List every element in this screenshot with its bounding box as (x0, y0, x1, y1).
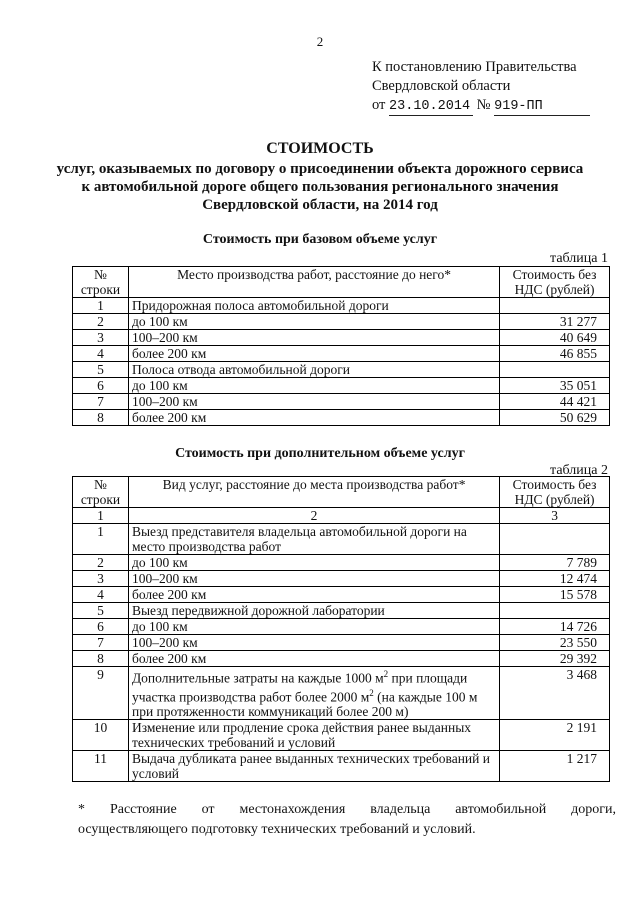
table2-label: таблица 2 (550, 463, 608, 478)
row-cost (500, 298, 610, 314)
row-number: 4 (73, 346, 129, 362)
row-number: 11 (73, 751, 129, 782)
table-row (73, 603, 610, 619)
title-main: СТОИМОСТЬ (266, 140, 374, 157)
row-description: Полоса отвода автомобильной дороги (128, 362, 499, 378)
table-row (73, 619, 610, 635)
row-description: более 200 км (128, 651, 499, 667)
row-description-superscript: 2 (383, 669, 389, 679)
table-row (73, 571, 610, 587)
row-cost: 40 649 (500, 330, 610, 346)
row-cost: 15 578 (500, 587, 610, 603)
row-cost: 46 855 (500, 346, 610, 362)
table-additional-services (72, 476, 610, 782)
table1-heading: Стоимость при базовом объеме услуг (202, 232, 438, 247)
table-header (73, 477, 610, 508)
row-description-text: при площади участка производства работ более 2000 м (131, 670, 468, 704)
header-row-number: № строки (73, 477, 129, 508)
row-description: Изменение или продление срока действия ранее выданных технических требований и условий (128, 720, 499, 751)
row-cost: 12 474 (500, 571, 610, 587)
row-cost (500, 362, 610, 378)
row-cost (500, 524, 610, 555)
row-description: более 200 км (128, 587, 499, 603)
row-number: 2 (73, 314, 129, 330)
row-description-superscript: 2 (369, 687, 374, 698)
row-description: более 200 км (128, 346, 499, 362)
table-row (73, 524, 610, 555)
header-place: Место производства работ, расстояние до него* (128, 267, 499, 298)
table-row (73, 651, 610, 667)
row-description: 100–200 км (128, 635, 499, 651)
column-number-row (73, 508, 610, 524)
row-number: 7 (73, 635, 129, 651)
row-number: 10 (73, 720, 129, 751)
header-cost: Стоимость без НДС (рублей) (500, 477, 610, 508)
row-cost: 1 217 (500, 751, 610, 782)
row-description: Придорожная полоса автомобильной дороги (128, 298, 499, 314)
row-cost: 14 726 (500, 619, 610, 635)
table-row (73, 635, 610, 651)
decree-line-1: К постановлению Правительства (372, 59, 577, 75)
row-number: 6 (73, 378, 129, 394)
row-description: Выезд представителя владельца автомобильной дороги на место производства работ (128, 524, 499, 555)
document-title (0, 140, 640, 214)
column-number: 3 (500, 508, 610, 524)
row-description: 100–200 км (128, 330, 499, 346)
row-description: 100–200 км (128, 394, 499, 410)
row-description: до 100 км (128, 619, 499, 635)
row-description-text: Дополнительные затраты на каждые 1000 м (131, 670, 384, 686)
table-header (73, 267, 610, 298)
table-row (73, 330, 610, 346)
row-number: 5 (73, 362, 129, 378)
row-description: Выезд передвижной дорожной лаборатории (128, 603, 499, 619)
table-row (73, 298, 610, 314)
table-row (73, 314, 610, 330)
title-line-1: услуг, оказываемых по договору о присоединении объекта дорожного сервиса (56, 161, 584, 177)
title-line-2: к автомобильной дороге общего пользования регионального значения (81, 179, 559, 195)
table-row (73, 362, 610, 378)
footnote-line-1: * Расстояние от местонахождения владельца автомобильной дороги, (78, 802, 616, 817)
row-description: 100–200 км (128, 571, 499, 587)
row-cost: 23 550 (500, 635, 610, 651)
row-cost: 44 421 (500, 394, 610, 410)
row-cost (500, 603, 610, 619)
table-row (73, 378, 610, 394)
decree-line-2: Свердловской области (372, 78, 511, 94)
row-number: 8 (73, 651, 129, 667)
table-row (73, 667, 610, 720)
row-description: до 100 км (128, 555, 499, 571)
page-number: 2 (316, 34, 324, 49)
row-description-text: (на каждые 100 м при протяженности коммуникаций более 200 м) (131, 689, 478, 719)
row-cost: 2 191 (500, 720, 610, 751)
row-number: 9 (73, 667, 129, 720)
decree-date-number (372, 96, 590, 116)
table-row (73, 720, 610, 751)
row-description (128, 667, 499, 720)
row-description: Выдача дубликата ранее выданных технических требований и условий (128, 751, 499, 782)
header-cost: Стоимость без НДС (рублей) (500, 267, 610, 298)
decree-reference (372, 58, 590, 116)
table-basic-services (72, 266, 610, 426)
row-cost: 7 789 (500, 555, 610, 571)
row-description: до 100 км (128, 314, 499, 330)
header-row-number: № строки (73, 267, 129, 298)
row-number: 3 (73, 330, 129, 346)
row-description: до 100 км (128, 378, 499, 394)
table-row (73, 751, 610, 782)
row-number: 5 (73, 603, 129, 619)
table-row (73, 555, 610, 571)
table-row (73, 410, 610, 426)
footnote-line-2: осуществляющего подготовку технических требований и условий. (78, 822, 476, 837)
row-number: 3 (73, 571, 129, 587)
table-row (73, 346, 610, 362)
row-cost: 35 051 (500, 378, 610, 394)
row-cost: 31 277 (500, 314, 610, 330)
row-cost: 50 629 (500, 410, 610, 426)
table-row (73, 587, 610, 603)
table2-heading: Стоимость при дополнительном объеме услуг (175, 446, 465, 461)
row-number: 7 (73, 394, 129, 410)
row-number: 4 (73, 587, 129, 603)
decree-date: 23.10.2014 (389, 99, 473, 116)
row-number: 6 (73, 619, 129, 635)
column-number: 2 (128, 508, 499, 524)
row-number: 2 (73, 555, 129, 571)
footnote (78, 800, 616, 840)
table1-label: таблица 1 (550, 251, 608, 266)
header-service: Вид услуг, расстояние до места производства работ* (128, 477, 499, 508)
column-number: 1 (73, 508, 129, 524)
title-line-3: Свердловской области, на 2014 год (202, 197, 438, 213)
decree-number: 919-ПП (494, 99, 590, 116)
row-cost: 29 392 (500, 651, 610, 667)
row-description: более 200 км (128, 410, 499, 426)
date-prefix: от (372, 97, 386, 113)
row-number: 8 (73, 410, 129, 426)
table-row (73, 394, 610, 410)
row-number: 1 (73, 298, 129, 314)
row-number: 1 (73, 524, 129, 555)
row-cost: 3 468 (500, 667, 610, 720)
number-prefix: № (476, 97, 491, 113)
